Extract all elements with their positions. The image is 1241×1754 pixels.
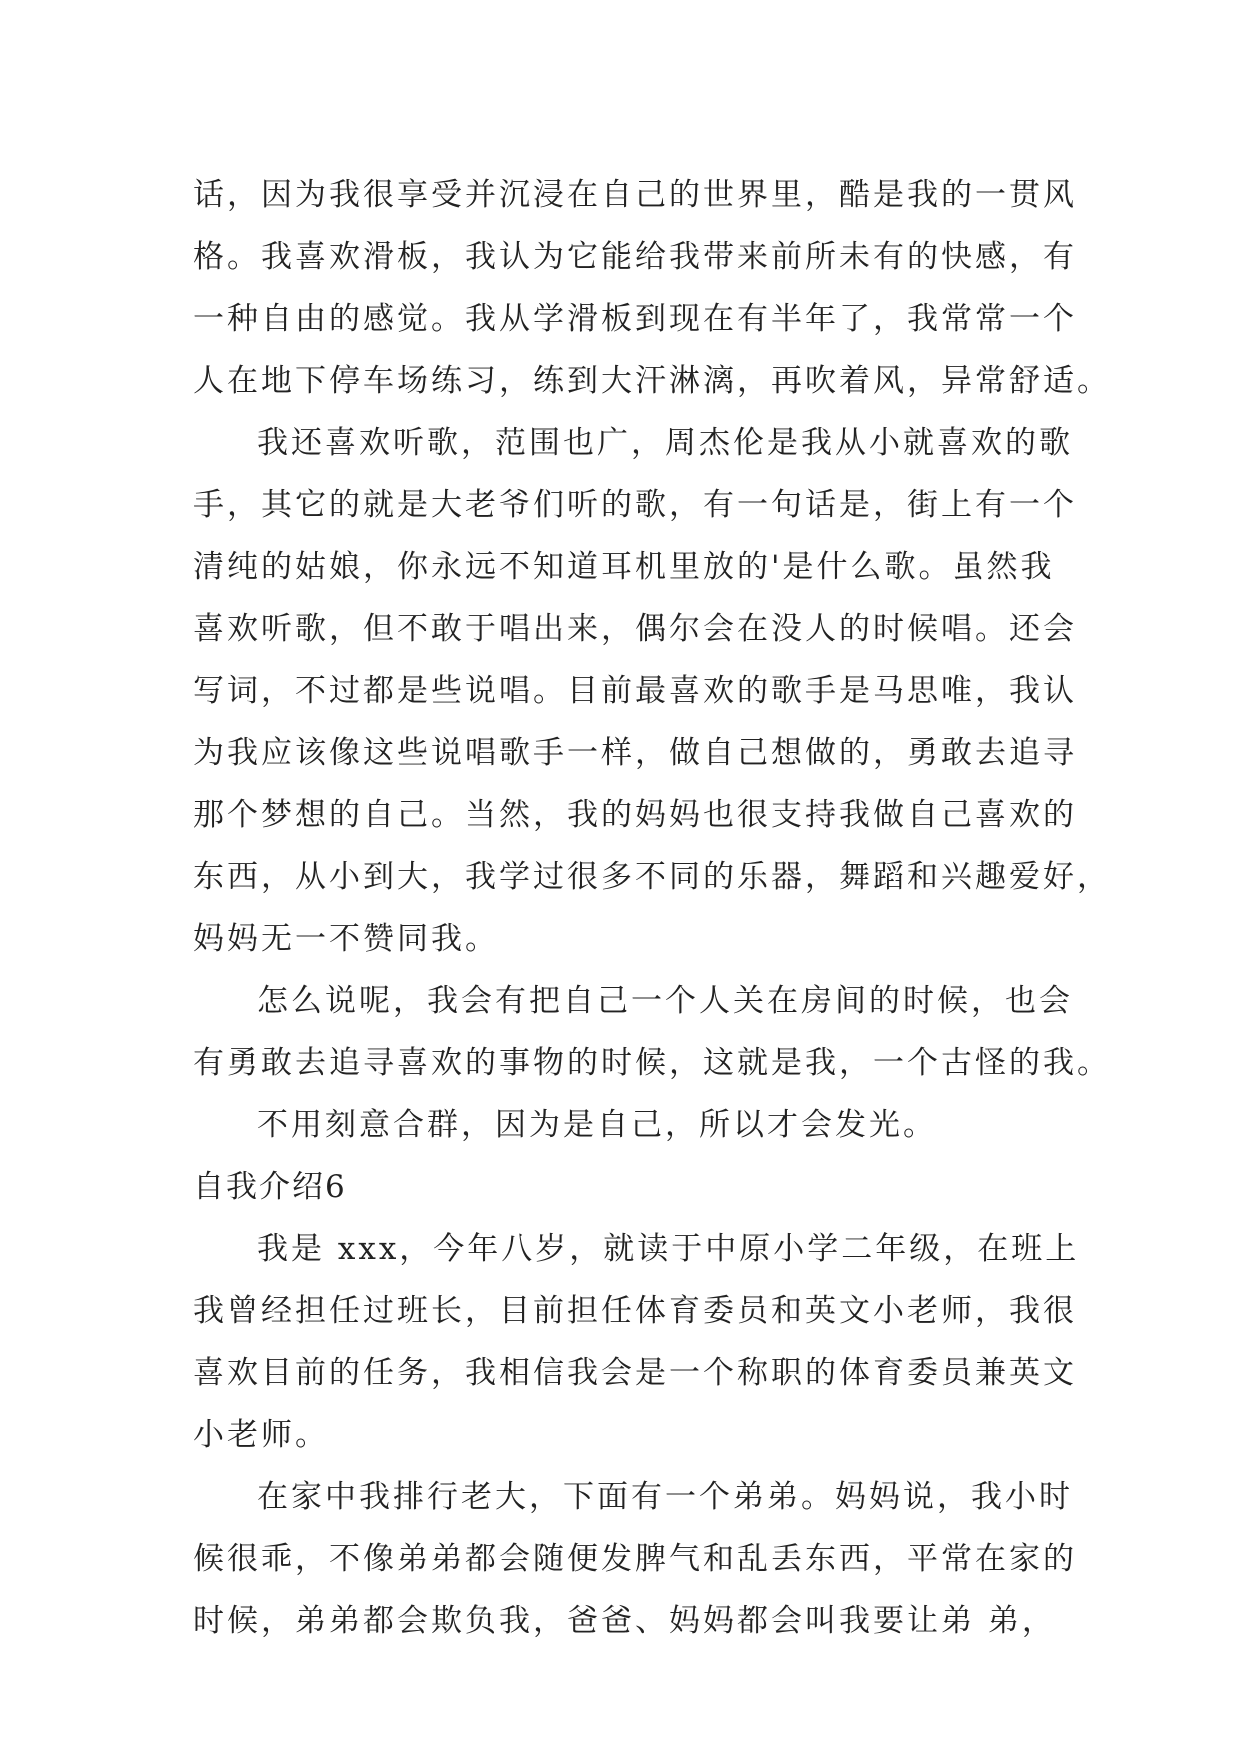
- text-line: 一种自由的感觉。我从学滑板到现在有半年了，我常常一个: [193, 301, 1077, 337]
- text-line: 话，因为我很享受并沉浸在自己的世界里，酷是我的一贯风: [193, 177, 1077, 213]
- text-line: 清纯的姑娘，你永远不知道耳机里放的'是什么歌。虽然我: [193, 549, 1055, 585]
- text-line: 时候，弟弟都会欺负我，爸爸、妈妈都会叫我要让弟 弟，: [193, 1603, 1056, 1639]
- text-line: 格。我喜欢滑板，我认为它能给我带来前所未有的快感，有: [193, 239, 1077, 275]
- text-line: 候很乖，不像弟弟都会随便发脾气和乱丢东西，平常在家的: [193, 1541, 1077, 1577]
- text-line: 东西，从小到大，我学过很多不同的乐器，舞蹈和兴趣爱好，: [193, 859, 1111, 895]
- text-line: 手，其它的就是大老爷们听的歌，有一句话是，街上有一个: [193, 487, 1077, 523]
- text-line: 不用刻意合群，因为是自己，所以才会发光。: [257, 1107, 937, 1143]
- text-line: 怎么说呢，我会有把自己一个人关在房间的时候，也会: [257, 983, 1073, 1019]
- text-line: 有勇敢去追寻喜欢的事物的时候，这就是我，一个古怪的我。: [193, 1045, 1111, 1081]
- text-line: 小老师。: [193, 1417, 329, 1453]
- text-block-before: [193, 164, 1111, 1156]
- text-line: 妈妈无一不赞同我。: [193, 921, 499, 957]
- document-body: [193, 164, 1111, 1652]
- text-line: 我曾经担任过班长，目前担任体育委员和英文小老师，我很: [193, 1293, 1077, 1329]
- text-line: 我是 xxx，今年八岁，就读于中原小学二年级，在班上: [257, 1231, 1080, 1267]
- text-line: 写词，不过都是些说唱。目前最喜欢的歌手是马思唯，我认: [193, 673, 1077, 709]
- text-line: 为我应该像这些说唱歌手一样，做自己想做的，勇敢去追寻: [193, 735, 1077, 771]
- text-block-after: [193, 1218, 1080, 1652]
- text-line: 人在地下停车场练习，练到大汗淋漓，再吹着风，异常舒适。: [193, 363, 1111, 399]
- section-heading: 自我介绍6: [193, 1169, 347, 1205]
- text-line: 喜欢目前的任务，我相信我会是一个称职的体育委员兼英文: [193, 1355, 1077, 1391]
- text-line: 喜欢听歌，但不敢于唱出来，偶尔会在没人的时候唱。还会: [193, 611, 1077, 647]
- text-line: 在家中我排行老大，下面有一个弟弟。妈妈说，我小时: [257, 1479, 1073, 1515]
- text-line: 我还喜欢听歌，范围也广，周杰伦是我从小就喜欢的歌: [257, 425, 1073, 461]
- text-line: 那个梦想的自己。当然，我的妈妈也很支持我做自己喜欢的: [193, 797, 1077, 833]
